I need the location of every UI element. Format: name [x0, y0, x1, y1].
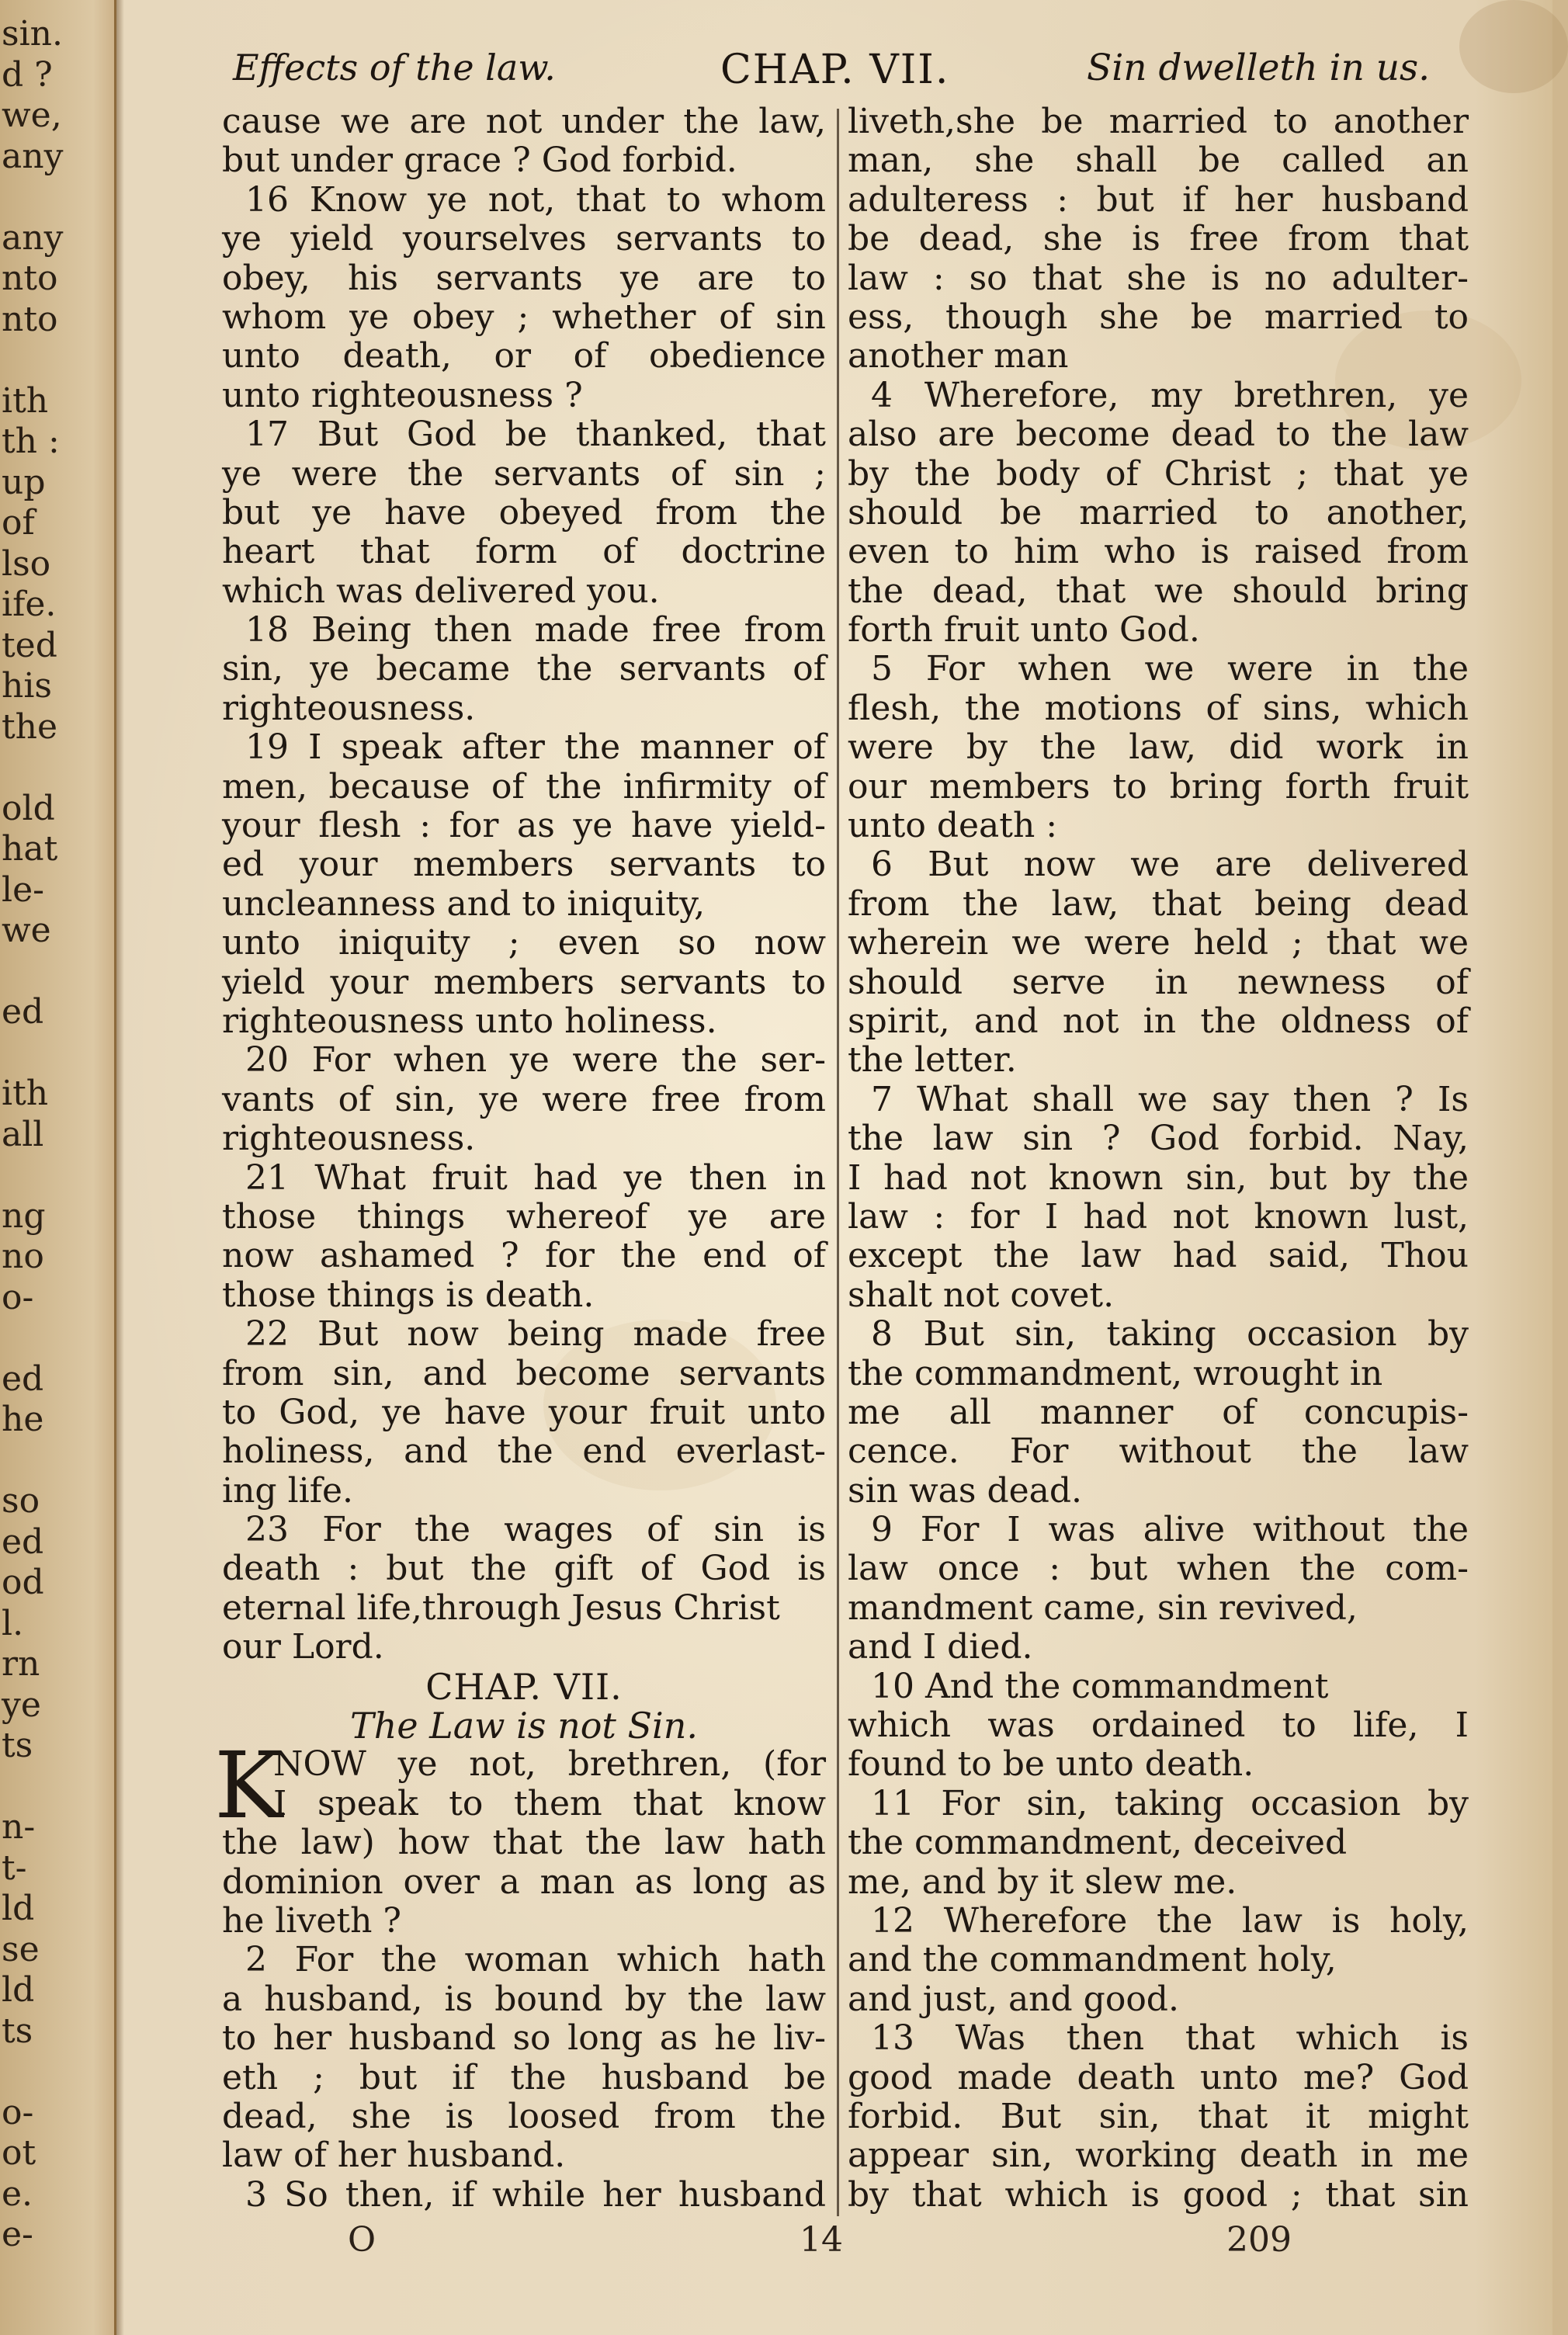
previous-page-fragment: l.	[2, 1603, 24, 1643]
text-line: 18 Being then made free from	[245, 610, 826, 651]
text-line: our members to bring forth fruit	[848, 766, 1469, 807]
previous-page-fragment: o-	[2, 1277, 34, 1317]
text-line: spirit, and not in the oldness of	[848, 1001, 1469, 1041]
previous-page-fragment: se	[2, 1929, 40, 1969]
text-line: death : but the gift of God is	[222, 1549, 826, 1589]
text-line: 22 But now being made free	[245, 1314, 826, 1355]
text-line: law : for I had not known lust,	[848, 1196, 1469, 1237]
text-line: your flesh : for as ye have yield-	[222, 806, 826, 846]
text-line: 7 What shall we say then ? Is	[871, 1079, 1469, 1119]
text-line: be dead, she is free from that	[848, 219, 1469, 259]
text-line: uncleanness and to iniquity,	[222, 883, 706, 924]
text-line: another man	[848, 336, 1069, 376]
text-line: a husband, is bound by the law	[222, 1979, 826, 2019]
text-line: 3 So then, if while her husband	[245, 2174, 826, 2215]
previous-page-fragment: d ?	[2, 54, 53, 95]
text-line: appear sin, working death in me	[848, 2136, 1469, 2176]
signature-mark: O	[348, 2220, 376, 2260]
previous-page-fragment: ot	[2, 2133, 36, 2173]
text-line: unto iniquity ; even so now	[222, 923, 826, 963]
text-line: the commandment, deceived	[848, 1823, 1348, 1863]
previous-page-fragment: all	[2, 1114, 44, 1154]
running-head-right: Sin dwelleth in us.	[1087, 47, 1431, 89]
text-line: 9 For I was alive without the	[871, 1510, 1469, 1550]
text-line: to God, ye have your fruit unto	[222, 1392, 826, 1432]
previous-page-fragment: ife.	[2, 585, 57, 624]
text-line: obey, his servants ye are to	[222, 258, 826, 298]
left-text-column	[214, 102, 826, 2215]
text-line: righteousness unto holiness.	[222, 1001, 717, 1041]
text-line: found to be unto death.	[848, 1744, 1254, 1785]
opening-second-line: I speak to them that know	[273, 1783, 826, 1823]
previous-page-fragment: th :	[2, 422, 60, 461]
previous-page-fragment: nto	[2, 299, 58, 339]
previous-page-fragment: no	[2, 1237, 44, 1276]
text-line: 19 I speak after the manner of	[245, 727, 826, 768]
text-line: unto righteousness ?	[222, 375, 583, 415]
text-line: ye were the servants of sin ;	[222, 453, 826, 494]
text-line: shalt not covet.	[848, 1275, 1115, 1315]
text-line: but ye have obeyed from the	[222, 492, 826, 533]
text-line: unto death, or of obedience	[222, 336, 826, 376]
previous-page-fragment: od	[2, 1563, 44, 1602]
previous-page-fragment: nto	[2, 258, 58, 298]
text-line: 20 For when ye were the ser-	[245, 1040, 826, 1081]
text-line: mandment came, sin revived,	[848, 1587, 1358, 1628]
previous-page-fragment: up	[2, 462, 46, 502]
text-line: me, and by it slew me.	[848, 1861, 1237, 1902]
chapter-heading: CHAP. VII.	[720, 47, 950, 93]
text-line: by the body of Christ ; that ye	[848, 453, 1469, 494]
previous-page-fragment: ed	[2, 1521, 44, 1562]
text-line: good made death unto me? God	[848, 2057, 1469, 2097]
text-line: which was delivered you.	[222, 571, 660, 611]
text-line: from the law, that being dead	[848, 883, 1469, 924]
text-line: dead, she is loosed from the	[222, 2096, 826, 2136]
text-line: eternal life,through Jesus Christ	[222, 1587, 780, 1628]
text-line: our Lord.	[222, 1627, 384, 1667]
previous-page-fragment: sin.	[2, 14, 63, 54]
text-line: holiness, and the end everlast-	[222, 1431, 826, 1472]
text-line: 11 For sin, taking occasion by	[871, 1783, 1469, 1823]
text-line: and the commandment holy,	[848, 1940, 1337, 1980]
folio-number: 209	[1226, 2220, 1292, 2260]
text-line: 5 For when we were in the	[871, 649, 1469, 689]
text-line: the law sin ? God forbid. Nay,	[848, 1119, 1469, 1159]
text-line: cence. For without the law	[848, 1431, 1469, 1472]
text-line: sin, ye became the servants of	[222, 649, 826, 689]
previous-page-fragment: t-	[2, 1848, 27, 1888]
previous-page-fragment: e-	[2, 2215, 33, 2254]
left-column-verses-continued	[222, 1823, 826, 2215]
text-line: law once : but when the com-	[848, 1549, 1469, 1589]
previous-page-fragment: ye	[2, 1684, 41, 1725]
text-line: also are become dead to the law	[848, 415, 1469, 455]
text-line: righteousness.	[222, 1119, 476, 1159]
text-line: should serve in newness of	[848, 962, 1469, 1002]
text-line: heart that form of doctrine	[222, 532, 826, 572]
text-line: forbid. But sin, that it might	[848, 2096, 1469, 2136]
previous-page-fragment: we,	[2, 95, 62, 135]
text-line: should be married to another,	[848, 492, 1469, 533]
previous-page-fragment: ld	[2, 1889, 35, 1928]
text-line: 6 But now we are delivered	[871, 845, 1469, 885]
text-line: the letter.	[848, 1040, 1017, 1081]
text-line: man, she shall be called an	[848, 141, 1469, 181]
opening-line-text: NOW ye not, brethren, (for	[273, 1744, 826, 1785]
text-line: the commandment, wrought in	[848, 1353, 1383, 1393]
chapter-summary: The Law is not Sin.	[350, 1705, 698, 1747]
text-line: 10 And the commandment	[871, 1666, 1329, 1706]
text-line: wherein we were held ; that we	[848, 923, 1469, 963]
previous-page-fragment: le-	[2, 869, 44, 910]
text-line: ye yield yourselves servants to	[222, 219, 826, 259]
previous-page-fragment: ted	[2, 625, 57, 665]
text-line: dominion over a man as long as	[222, 1861, 826, 1902]
text-line: and I died.	[848, 1627, 1033, 1667]
text-line: 13 Was then that which is	[871, 2018, 1469, 2059]
text-line: ed your members servants to	[222, 845, 826, 885]
previous-page-fragment: any	[2, 217, 64, 258]
text-line: me all manner of concupis-	[848, 1392, 1469, 1432]
previous-page-fragment: old	[2, 788, 55, 828]
text-line: eth ; but if the husband be	[222, 2057, 826, 2097]
text-line: 2 For the woman which hath	[245, 1940, 826, 1980]
text-line: I had not known sin, but by the	[848, 1157, 1469, 1198]
text-line: law : so that she is no adulter-	[848, 258, 1469, 298]
drop-cap-letter: K	[214, 1732, 283, 1840]
previous-page-fragment: e.	[2, 2174, 33, 2214]
previous-page-fragment: rn	[2, 1644, 40, 1684]
text-line: righteousness.	[222, 688, 476, 728]
previous-page-fragment: so	[2, 1481, 40, 1521]
text-line: those things is death.	[222, 1275, 595, 1315]
text-line: 8 But sin, taking occasion by	[871, 1314, 1469, 1355]
text-line: ess, though she be married to	[848, 297, 1469, 337]
text-line: 12 Wherefore the law is holy,	[871, 1900, 1469, 1941]
text-line: whom ye obey ; whether of sin	[222, 297, 826, 337]
text-line: law of her husband.	[222, 2136, 566, 2176]
text-line: 17 But God be thanked, that	[245, 415, 826, 455]
previous-page-fragment: hat	[2, 829, 58, 869]
text-line: 23 For the wages of sin is	[245, 1510, 826, 1550]
text-line: he liveth ?	[222, 1900, 401, 1941]
previous-page-fragment: ith	[2, 1074, 49, 1113]
text-line: adulteress : but if her husband	[848, 179, 1469, 220]
previous-page-fragment: ts	[2, 2011, 33, 2051]
right-text-column	[848, 102, 1469, 2215]
text-line: and just, and good.	[848, 1979, 1179, 2019]
text-line: men, because of the infirmity of	[222, 766, 826, 807]
text-line: from sin, and become servants	[222, 1353, 826, 1393]
previous-page-fragment: ith	[2, 380, 49, 421]
previous-page-fragment: ts	[2, 1726, 33, 1765]
chapter-title: CHAP. VII.	[425, 1665, 623, 1708]
previous-page-fragment: ed	[2, 992, 44, 1032]
text-line: ing life.	[222, 1470, 354, 1511]
previous-page-fragment: lso	[2, 543, 51, 584]
text-line: by that which is good ; that sin	[848, 2174, 1469, 2215]
previous-page-fragment: n-	[2, 1807, 36, 1847]
text-line: those things whereof ye are	[222, 1196, 826, 1237]
right-column-verses	[848, 102, 1469, 2215]
previous-page-fragment: ld	[2, 1970, 35, 2010]
previous-page-fragment: ed	[2, 1358, 44, 1399]
text-line: 21 What fruit had ye then in	[245, 1157, 826, 1198]
page-number: 14	[800, 2220, 843, 2260]
previous-page-fragment: of	[2, 503, 35, 543]
text-line: but under grace ? God forbid.	[222, 141, 737, 181]
previous-page-fragment: he	[2, 1400, 44, 1439]
text-line: forth fruit unto God.	[848, 610, 1200, 651]
column-divider	[837, 109, 839, 2216]
text-line: 4 Wherefore, my brethren, ye	[871, 375, 1469, 415]
text-line: which was ordained to life, I	[848, 1705, 1469, 1746]
page-fold-shadow	[116, 0, 124, 2335]
text-line: the dead, that we should bring	[848, 571, 1469, 611]
previous-page-fragment: any	[2, 136, 64, 176]
text-line: even to him who is raised from	[848, 532, 1469, 572]
text-line: except the law had said, Thou	[848, 1236, 1469, 1276]
previous-page-fragment: o-	[2, 2092, 34, 2132]
previous-page-fragment: ng	[2, 1195, 46, 1236]
left-column-verses	[222, 102, 826, 1667]
text-line: now ashamed ? for the end of	[222, 1236, 826, 1276]
text-line: sin was dead.	[848, 1470, 1083, 1511]
previous-page-fragment: the	[2, 706, 58, 747]
paper-stain	[1459, 0, 1568, 93]
text-line: yield your members servants to	[222, 962, 826, 1002]
text-line: to her husband so long as he liv-	[222, 2018, 826, 2059]
running-head-left: Effects of the law.	[233, 47, 556, 88]
previous-page-fragment: we	[2, 911, 51, 950]
previous-page-fragment: his	[2, 666, 52, 706]
text-line: 16 Know ye not, that to whom	[245, 179, 826, 220]
text-line: cause we are not under the law,	[222, 102, 826, 141]
text-line: flesh, the motions of sins, which	[848, 688, 1469, 728]
text-line: vants of sin, ye were free from	[222, 1079, 826, 1119]
text-line: the law) how that the law hath	[222, 1823, 826, 1863]
text-line: unto death :	[848, 806, 1058, 846]
text-line: were by the law, did work in	[848, 727, 1469, 768]
text-line: liveth,she be married to another	[848, 102, 1469, 141]
